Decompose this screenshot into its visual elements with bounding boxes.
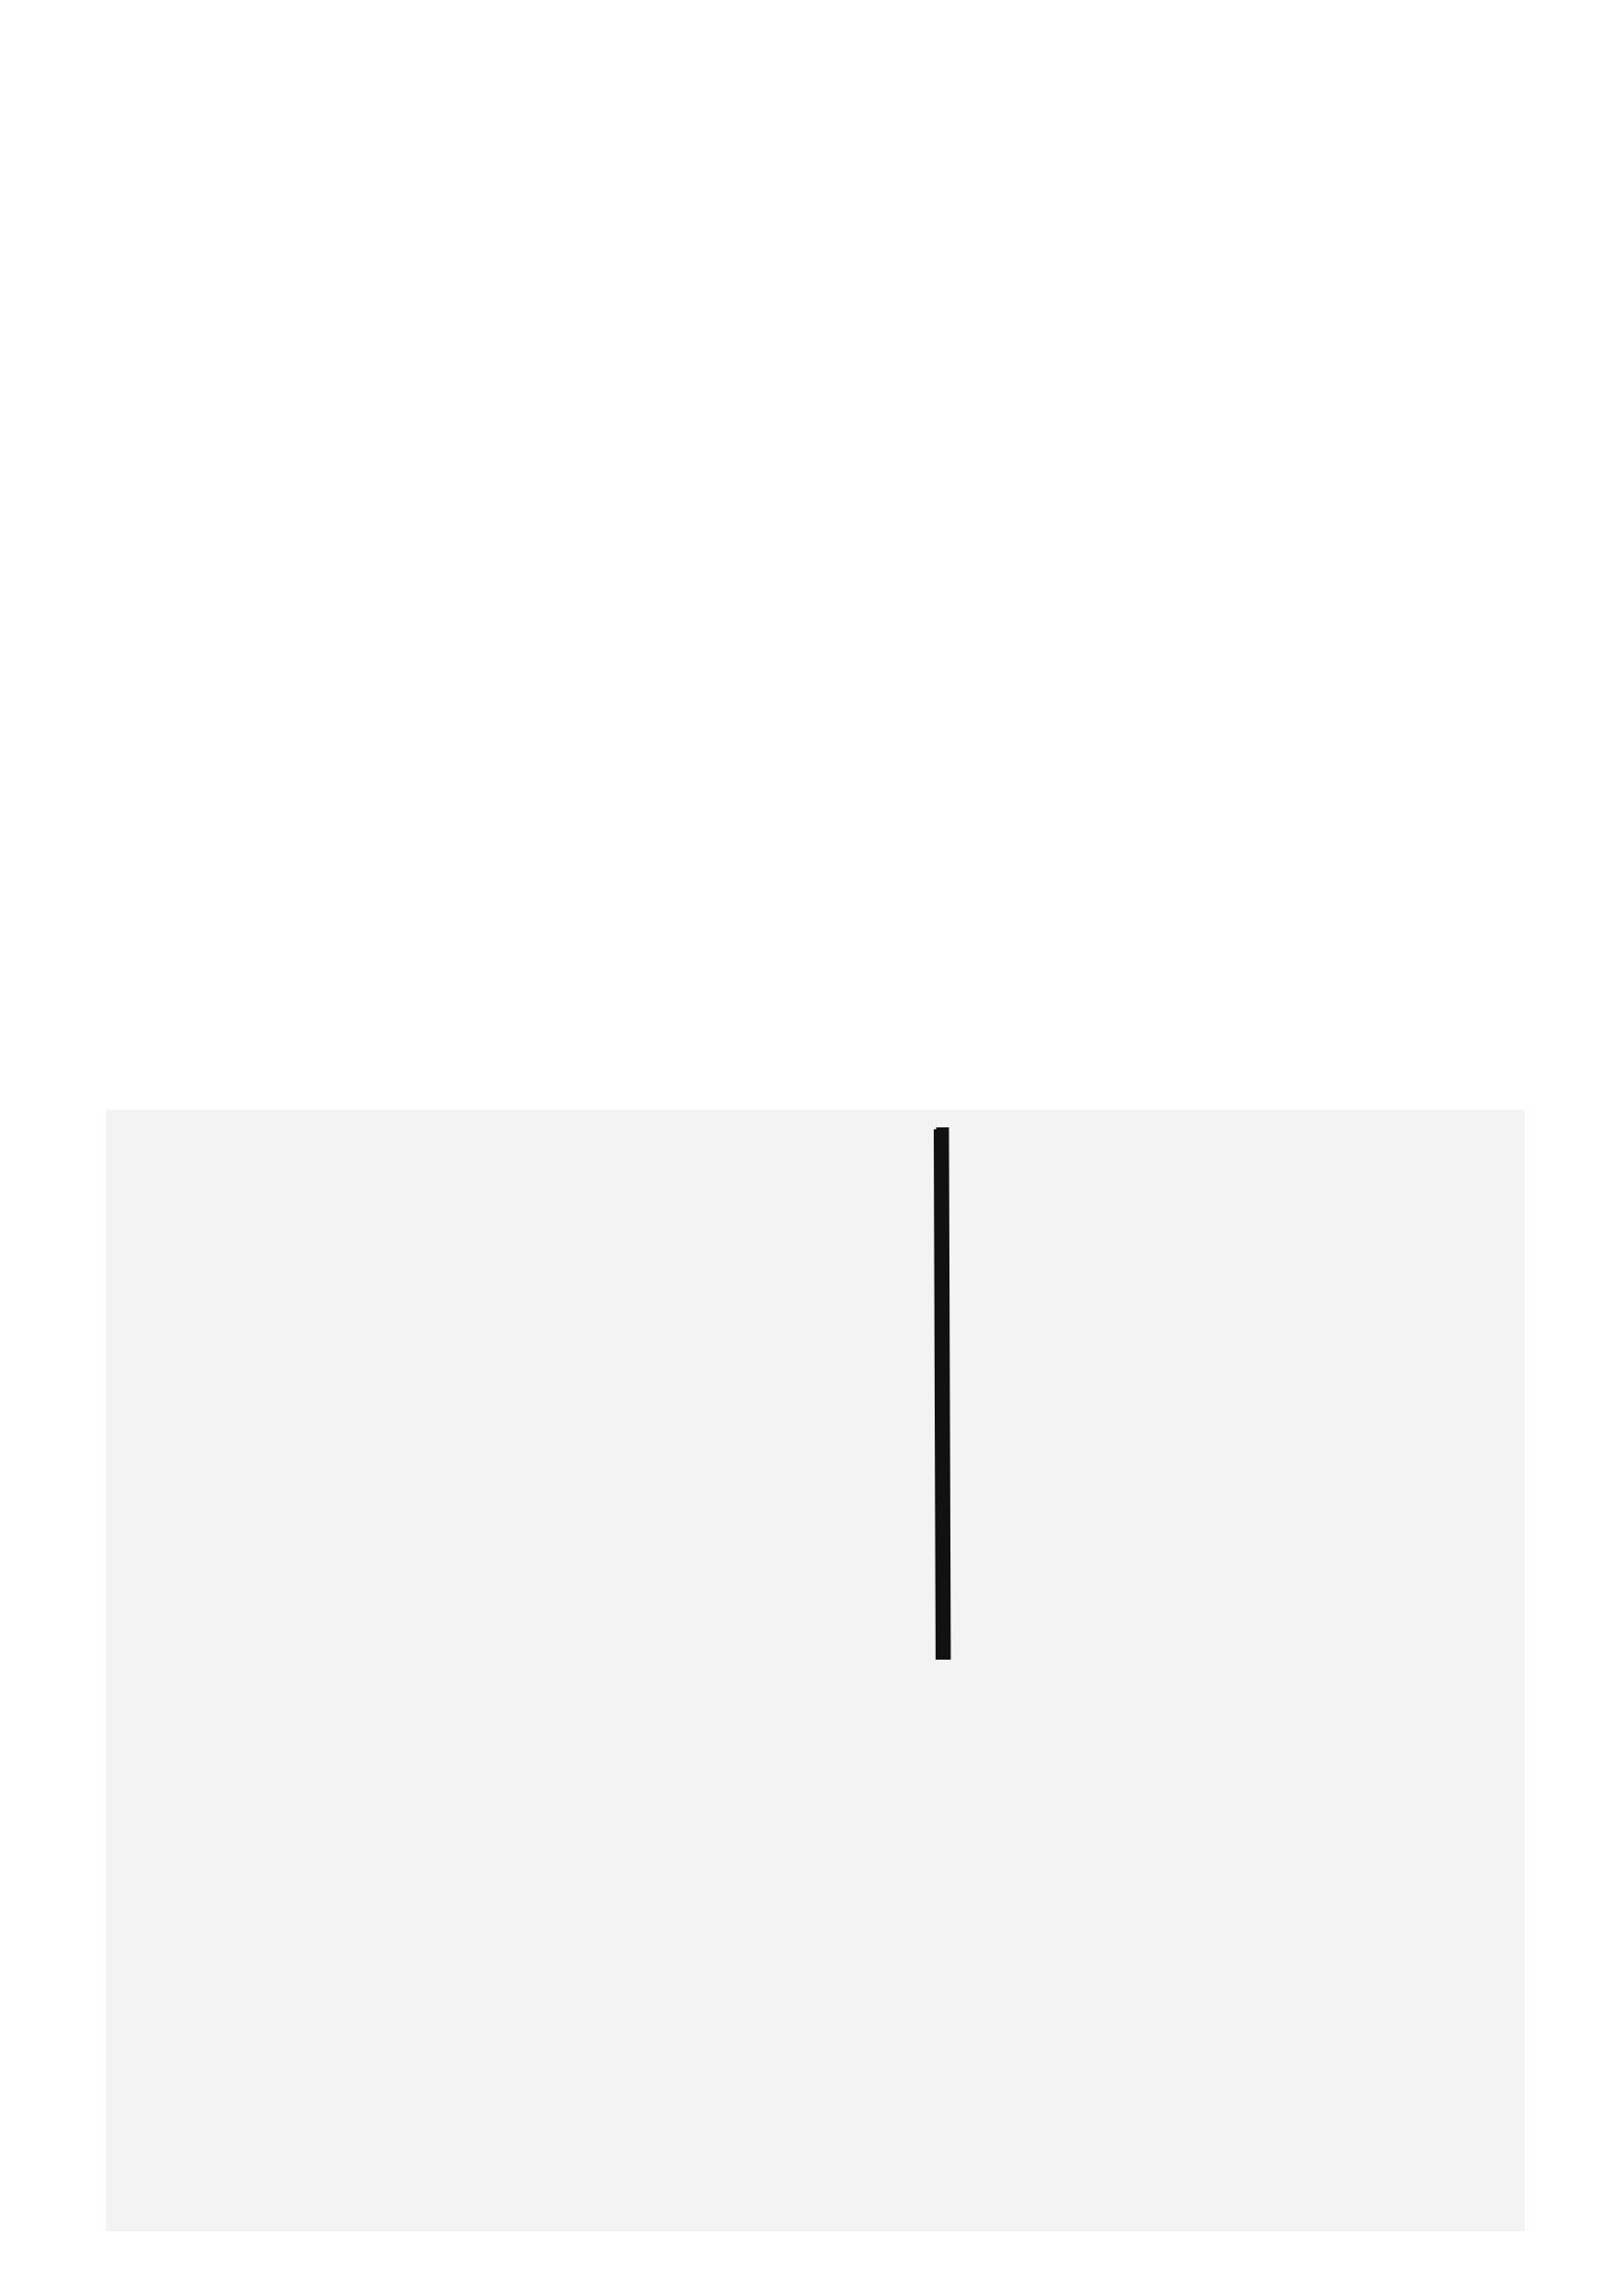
new-clinic-notice bbox=[73, 621, 77, 678]
old-clinic-notice bbox=[73, 511, 77, 567]
map-roads bbox=[939, 1127, 950, 1660]
clinic-info-card bbox=[106, 1110, 1525, 2231]
access-map bbox=[106, 1110, 1525, 1660]
